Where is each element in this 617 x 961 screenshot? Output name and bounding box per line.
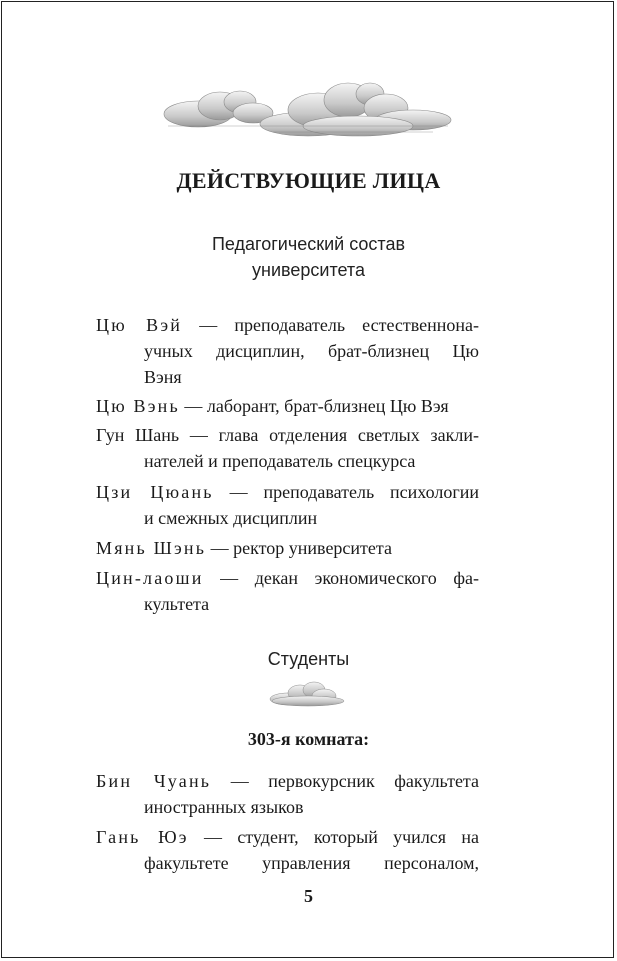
character-description: иностранных языков [144, 797, 304, 817]
character-name: Цзи Цюань [96, 482, 214, 502]
page-title: ДЕЙСТВУЮЩИЕ ЛИЦА [176, 168, 441, 193]
character-name: Бин Чуань [96, 771, 212, 791]
character-description: — студент, который учился на [204, 827, 479, 847]
character-description: Вэня [144, 367, 182, 387]
clouds-illustration [158, 80, 458, 142]
character-description: — преподаватель естественнона- [199, 315, 480, 335]
character-description: нателей и преподаватель спецкурса [144, 451, 416, 471]
faculty-heading [0, 231, 617, 283]
character-entry [96, 422, 479, 474]
character-name: Цю Вэй [96, 315, 183, 335]
character-entry [96, 565, 479, 617]
room-heading: 303-я комната: [247, 729, 370, 749]
character-name: Гань Юэ [96, 827, 189, 847]
character-entry [96, 479, 479, 531]
character-description: культета [144, 594, 210, 614]
character-description: — преподаватель психологии [229, 482, 479, 502]
character-name: Цин-лаоши [96, 568, 204, 588]
page-number: 5 [304, 886, 313, 906]
students-heading: Студенты [267, 649, 350, 669]
character-description: — первокурсник факультета [230, 771, 480, 791]
character-entry [96, 393, 479, 419]
character-entry [96, 312, 479, 390]
small-cloud-illustration [258, 680, 358, 708]
faculty-heading-line: университета [252, 260, 365, 280]
character-name: Мянь Шэнь [96, 538, 207, 558]
character-description: — ректор университета [210, 538, 392, 558]
character-description: — глава отделения светлых закли- [189, 425, 479, 445]
character-description: учных дисциплин, брат-близнец Цю [144, 341, 479, 361]
character-entry [96, 768, 479, 820]
character-description: — декан экономического фа- [220, 568, 479, 588]
character-name: Цю Вэнь [96, 396, 180, 416]
character-entry [96, 824, 479, 876]
character-entry [96, 535, 479, 561]
character-description: и смежных дисциплин [144, 508, 318, 528]
character-description: — лаборант, брат-близнец Цю Вэя [184, 396, 449, 416]
character-name: Гун Шань [96, 425, 180, 445]
character-description: факультете управления персоналом, [144, 853, 479, 873]
faculty-heading-line: Педагогический состав [211, 234, 406, 254]
